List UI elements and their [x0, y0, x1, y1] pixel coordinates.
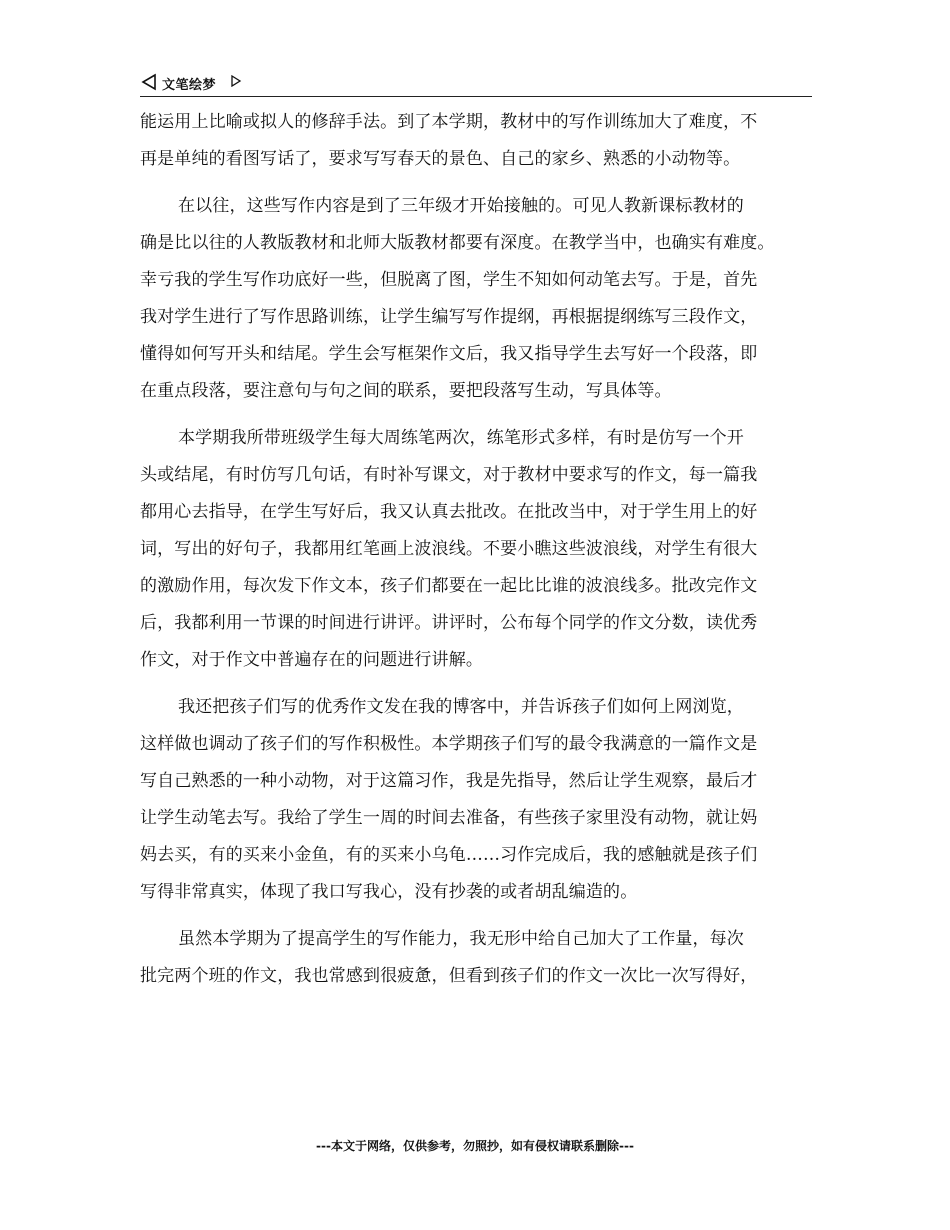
text-line: 让学生动笔去写。我给了学生一周的时间去准备，有些孩子家里没有动物，就让妈	[140, 808, 758, 828]
paragraph	[140, 921, 820, 995]
text-line: 我对学生进行了写作思路训练，让学生编写写作提纲，再根据提纲练写三段作文，	[140, 307, 758, 327]
text-line: 在以往，这些写作内容是到了三年级才开始接触的。可见人教新课标教材的	[178, 196, 744, 216]
text-line: 妈去买，有的买来小金鱼，有的买来小乌龟……习作完成后，我的感触就是孩子们	[140, 845, 758, 865]
text-line: 写自己熟悉的一种小动物，对于这篇习作，我是先指导，然后让学生观察，最后才	[140, 771, 758, 791]
text-line: 懂得如何写开头和结尾。学生会写框架作文后，我又指导学生去写好一个段落，即	[140, 344, 758, 364]
paragraph	[140, 104, 820, 178]
paragraph	[140, 420, 820, 679]
footer-notice: ---本文于网络，仅供参考，勿照抄，如有侵权请联系删除---	[316, 1139, 634, 1153]
text-line: 写得非常真实，体现了我口写我心，没有抄袭的或者胡乱编造的。	[140, 882, 638, 902]
paragraph	[140, 188, 820, 410]
text-line: 在重点段落，要注意句与句之间的联系，要把段落写生动，写具体等。	[140, 381, 672, 401]
document-body	[140, 104, 820, 995]
text-line: 都用心去指导，在学生写好后，我又认真去批改。在批改当中，对于学生用上的好	[140, 502, 758, 522]
page-header	[140, 70, 812, 97]
text-line: 能运用上比喻或拟人的修辞手法。到了本学期，教材中的写作训练加大了难度，不	[140, 112, 758, 132]
text-line: 作文，对于作文中普遍存在的问题进行讲解。	[140, 650, 483, 670]
text-line: 这样做也调动了孩子们的写作积极性。本学期孩子们写的最令我满意的一篇作文是	[140, 734, 758, 754]
text-line: 头或结尾，有时仿写几句话，有时补写课文，对于教材中要求写的作文，每一篇我	[140, 465, 758, 485]
text-line: 后，我都利用一节课的时间进行讲评。讲评时，公布每个同学的作文分数，读优秀	[140, 613, 758, 633]
text-line: 再是单纯的看图写话了，要求写写春天的景色、自己的家乡、熟悉的小动物等。	[140, 149, 741, 169]
header-brand: 文笔绘梦	[162, 78, 217, 93]
text-line: 虽然本学期为了提高学生的写作能力，我无形中给自己加大了工作量，每次	[178, 929, 744, 949]
text-line: 批完两个班的作文，我也常感到很疲惫，但看到孩子们的作文一次比一次写得好，	[140, 966, 758, 986]
text-line: 幸亏我的学生写作功底好一些，但脱离了图，学生不知如何动笔去写。于是，首先	[140, 270, 758, 290]
text-line: 确是比以往的人教版教材和北师大版教材都要有深度。在教学当中，也确实有难度。	[140, 233, 775, 253]
text-line: 词，写出的好句子，我都用红笔画上波浪线。不要小瞧这些波浪线，对学生有很大	[140, 539, 758, 559]
triangle-right-outline-icon	[230, 75, 242, 87]
text-line: 的激励作用，每次发下作文本，孩子们都要在一起比比谁的波浪线多。批改完作文	[140, 576, 758, 596]
text-line: 我还把孩子们写的优秀作文发在我的博客中，并告诉孩子们如何上网浏览，	[178, 697, 744, 717]
triangle-left-outline-icon	[140, 73, 158, 91]
paragraph	[140, 689, 820, 911]
text-line: 本学期我所带班级学生每大周练笔两次，练笔形式多样，有时是仿写一个开	[178, 428, 744, 448]
